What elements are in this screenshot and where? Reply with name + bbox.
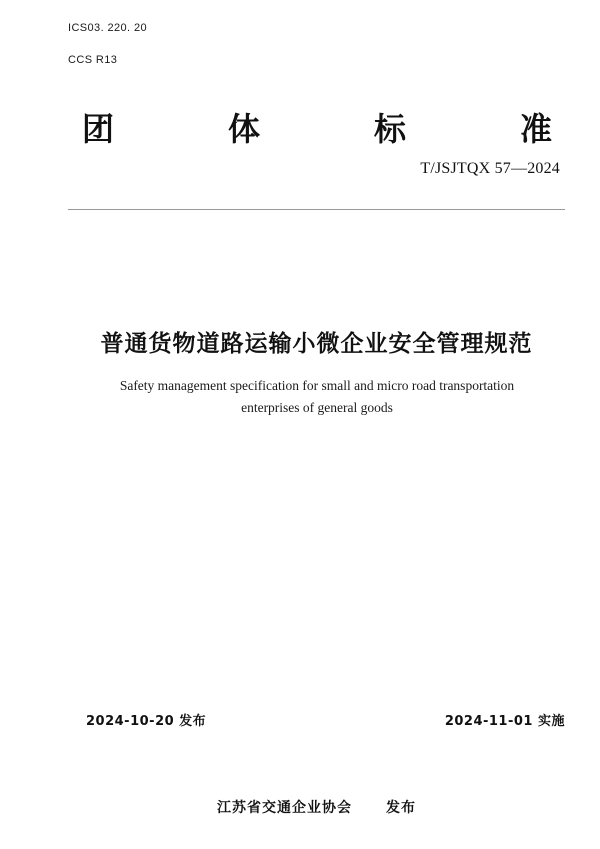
effective-date: 2024-11-01 实施 (444, 714, 565, 729)
document-title-english-line-2: enterprises of general goods (241, 400, 393, 415)
standard-type-char-4: 准 (519, 110, 552, 148)
document-title-chinese: 普通货物道路运输小微企业安全管理规范 (100, 331, 533, 357)
publisher-verb: 发布 (386, 800, 416, 816)
ccs-code: CCS R13 (68, 54, 118, 66)
standard-number: T/JSJTQX 57—2024 (420, 160, 560, 177)
publisher-name: 江苏省交通企业协会 (217, 800, 352, 816)
document-title-english (102, 375, 532, 419)
standard-type-char-3: 标 (373, 110, 406, 148)
ics-code: ICS03. 220. 20 (68, 22, 147, 34)
issue-date: 2024-10-20 发布 (86, 714, 207, 729)
document-title-english-line-1: Safety management specification for small and micro road transportation (119, 378, 515, 393)
header-divider (68, 209, 565, 210)
standard-type-heading (82, 104, 552, 150)
standard-type-char-2: 体 (227, 110, 260, 148)
page-content (68, 0, 565, 849)
publisher-line (68, 797, 565, 817)
standard-type-char-1: 团 (82, 110, 115, 148)
